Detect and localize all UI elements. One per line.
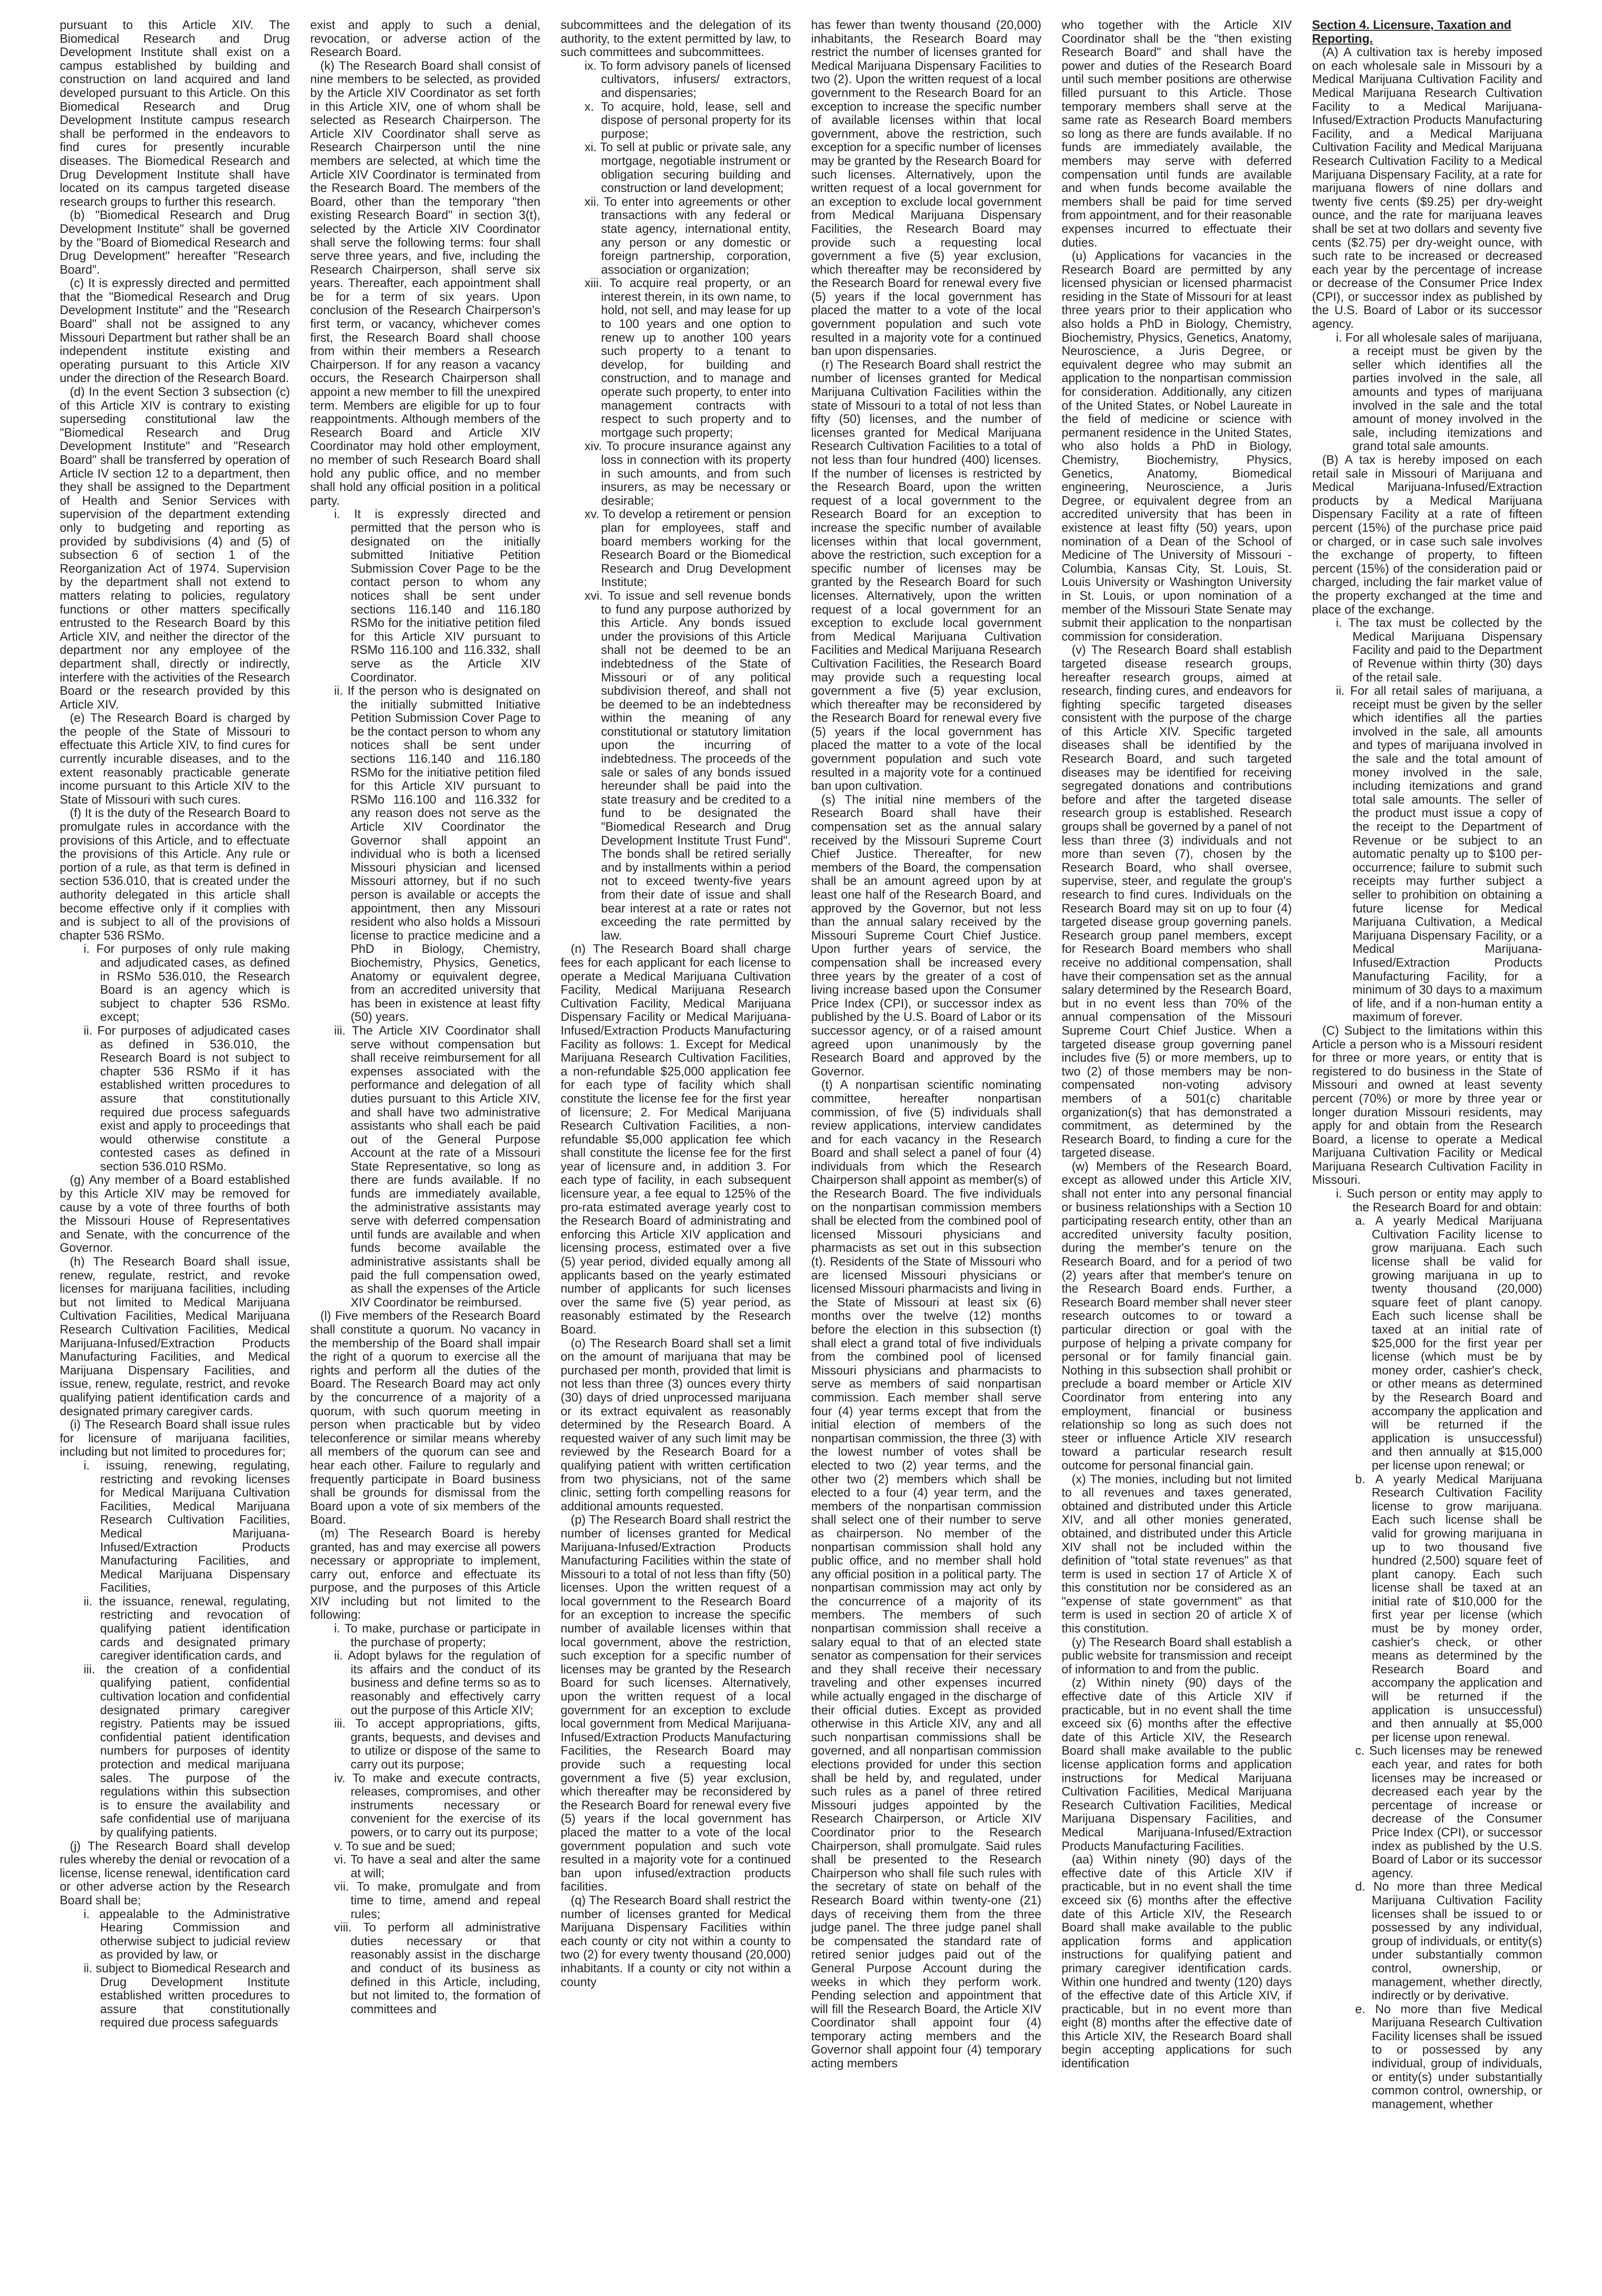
paragraph: (A) A cultivation tax is hereby imposed on each wholesale sale in Missouri by a Medical Marijuana Cultivation Facility and Medical Marijuana Research Cultivation Facility to a Medical Marijuana-Infused/Extraction Products Manufacturing Facility, and a Medical Marijuana Cultivation Facility and Medical Marijuana Research Cultivation Facility to a Medical Marijuana Dispensary Facility, at a rate for marijuana flowers of nine dollars and twenty five cents ($9.25) per dry-weight ounce, and the rate for marijuana leaves shall be set at two dollars and seventy five cents ($2.75) per dry-weight ounce, with such rate to be increased or decreased each year by the percentage of increase or decrease of the Consumer Price Index (CPI), or successor index as published by the U.S. Board of Labor or its successor agency.	[1312, 45, 1542, 331]
paragraph: iii. The Article XIV Coordinator shall serve without compensation but shall receive reimbursement for all expenses associated with the performance and delegation of all duties pursuant to this Article XIV, and shall have two administrative assistants who shall each be paid out of the General Purpose Account at the rate of a Missouri State Representative, so long as there are funds available. If no funds are immediately available, the administrative assistants may serve with deferred compensation until funds are available and when funds become available the administrative assistants shall be paid the full compensation owed, as shall the expenses of the Article XIV Coordinator be reimbursed.	[334, 1023, 541, 1309]
paragraph: xiv. To procure insurance against any loss in connection with its property in such amounts, and from such insurers, as may be necessary or desirable;	[584, 439, 791, 507]
column-6	[1312, 18, 1542, 2296]
paragraph: vii. To make, promulgate and from time to time, amend and repeal rules;	[334, 1880, 541, 1921]
column-5	[1061, 18, 1292, 2296]
paragraph: (e) The Research Board is charged by the people of the State of Missouri to effectuate this Article XIV, to find cures for currently incurable diseases, and to the extent reasonably practicable generate income pursuant to this Article XIV to the State of Missouri with such cures.	[60, 711, 290, 806]
paragraph: (c) It is expressly directed and permitted that the "Biomedical Research and Drug Development Institute" and the "Research Board" shall not be assigned to any Missouri Department but rather shall be an independent institute existing and operating pursuant to this Article XIV under the direction of the Research Board.	[60, 276, 290, 385]
paragraph: iii. To accept appropriations, gifts, grants, bequests, and devises and to utilize or dispose of the same to carry out its purpose;	[334, 1716, 541, 1771]
paragraph: i. Such person or entity may apply to the Research Board for and obtain:	[1336, 1187, 1542, 1214]
column-3	[561, 18, 791, 2296]
paragraph: i. The tax must be collected by the Medical Marijuana Dispensary Facility and paid to the Department of Revenue within thirty (30) days of the retail sale.	[1336, 616, 1542, 684]
paragraph: i. To make, purchase or participate in the purchase of property;	[334, 1621, 541, 1649]
paragraph: (z) Within ninety (90) days of the effective date of this Article XIV if practicable, but in no event shall the time exceed six (6) months after the effective date of this Article XIV, the Research Board shall make available to the public license application forms and application instructions for Medical Marijuana Cultivation Facilities, Medical Marijuana Research Cultivation Facilities, Medical Marijuana Dispensary Facilities, and Medical Marijuana-Infused/Extraction Products Manufacturing Facilities.	[1061, 1676, 1292, 1853]
section-heading: Section 4. Licensure, Taxation and Reporting.	[1312, 18, 1512, 45]
paragraph: (t) A nonpartisan scientific nominating committee, hereafter nonpartisan commission, of five (5) individuals shall review applications, interview candidates and for each vacancy in the Research Board and shall select a panel of four (4) individuals from which the Research Chairperson shall appoint as member(s) of the Research Board. The five individuals on the nonpartisan commission members shall be elected from the combined pool of licensed Missouri physicians and pharmacists as set out in this subsection (t). Residents of the State of Missouri who are licensed Missouri physicians or licensed Missouri pharmacists and living in the State of Missouri at least six (6) months over the twelve (12) months before the election in this subsection (t) shall elect a grand total of five individuals from the combined pool of licensed Missouri physicians and pharmacists to serve as members of said nonpartisan commission. Each member shall serve four (4) year terms except that from the initial election of members of the nonpartisan commission, the three (3) with the lowest number of votes shall be elected to two (2) year terms, and the other two (2) members which shall be elected to a four (4) year term, and the members of the nonpartisan commission shall select one of their number to serve as chairperson. No member of the nonpartisan commission shall hold any public office, and no member shall hold any official position in a political party. The nonpartisan commission may act only by the concurrence of a majority of its members. The members of such nonpartisan commission shall receive a salary equal to that of an elected state senator as compensation for their services and they shall receive their necessary traveling and other expenses incurred while actually engaged in the discharge of their official duties. Except as provided otherwise in this Article XIV, any and all such nonpartisan commissions shall be governed, and all nonpartisan commission elections provided for under this section shall be held by, and regulated, under such rules as a panel of three retired Missouri judges appointed by the Research Chairperson, or Article XIV Coordinator prior to the Research Chairperson, shall promulgate. Said rules shall be presented to the Research Chairperson who shall file such rules with the secretary of state on behalf of the Research Board within twenty-one (21) days of receiving them from the three judge panel. The three judge panel shall be compensated the standard rate of retired senior judges paid out of the General Purpose Account during the weeks in which they perform work. Pending selection and appointment that will fill the Research Board, the Article XIV Coordinator shall appoint four (4) temporary acting members and the Governor shall appoint four (4) temporary acting members	[811, 1078, 1042, 2071]
paragraph: (g) Any member of a Board established by this Article XIV may be removed for cause by a vote of three fourths of both the Missouri House of Representatives and Senate, with the concurrence of the Governor.	[60, 1173, 290, 1255]
paragraph: (u) Applications for vacancies in the Research Board are permitted by any licensed physician or licensed pharmacist residing in the State of Missouri for at least three years prior to their application who also holds a PhD in Biology, Chemistry, Biochemistry, Physics, Genetics, Anatomy, Neuroscience, a Juris Degree, or equivalent degree who may submit an application to the nonpartisan commission for consideration. Additionally, any citizen of the United States, or Nobel Laureate in the field of medicine or science with permanent residence in the United States, who also holds a PhD in Biology, Chemistry, Biochemistry, Physics, Genetics, Anatomy, Biomedical engineering, Neuroscience, a Juris Degree, or equivalent degree from an accredited university that has been in existence at least fifty (50) years, upon nomination of a Dean of the School of Medicine of The University of Missouri - Columbia, Kansas City, St. Louis, St. Louis University or Washington University in St. Louis, or upon nomination of a member of the Missouri State Senate may submit their application to the nonpartisan commission for consideration.	[1061, 249, 1292, 643]
paragraph: pursuant to this Article XIV. The Biomedical Research and Drug Development Institute shall exist on a campus established by building and construction on land acquired and land developed pursuant to this Article. On this Biomedical Research and Drug Development Institute campus research shall be performed in the endeavors to find cures for presently incurable diseases. The Biomedical Research and Drug Development Institute shall have located on its campus targeted disease research groups to further this research.	[60, 18, 290, 208]
paragraph: vi. To have a seal and alter the same at will;	[334, 1852, 541, 1880]
paragraph: d. No more than three Medical Marijuana Cultivation Facility licenses shall be issued to or possessed by any individual, group of individuals, or entity(s) under substantially common control, ownership, or management, whether directly, indirectly or by derivative.	[1355, 1880, 1542, 2003]
paragraph: (n) The Research Board shall charge fees for each applicant for each license to operate a Medical Marijuana Cultivation Facility, Medical Marijuana Research Cultivation Facility, Medical Marijuana Dispensary Facility or Medical Marijuana-Infused/Extraction Products Manufacturing Facility as follows: 1. Except for Medical Marijuana Research Cultivation Facilities, a non-refundable $25,000 application fee for each type of facility which shall constitute the license fee for the first year of licensure; 2. For Medical Marijuana Research Cultivation Facilities, a non-refundable $5,000 application fee which shall constitute the license fee for the first year of licensure and, in addition 3. For each type of facility, in each subsequent licensure year, a fee equal to 125% of the pro-rata estimated average yearly cost to the Research Board of administrating and enforcing this Article XIV application and licensing process, estimated over a five (5) year period, divided equally among all applicants based on the yearly estimated number of applicants for such licenses over the same five (5) year period, as reasonably estimated by the Research Board.	[560, 942, 791, 1336]
paragraph: (v) The Research Board shall establish targeted disease research groups, hereafter research groups, aimed at research, finding cures, and endeavors for fighting specific targeted diseases consistent with the purpose of the charge of this Article XIV. Specific targeted diseases shall be identified by the Research Board, and such targeted diseases may be identified for receiving segregated donations and contributions before and after the targeted disease research group is established. Research groups shall be governed by a panel of not less than three (3) individuals and not more than seven (7), chosen by the Research Board, who shall oversee, supervise, steer, and regulate the group's research to find cures. Individuals on the Research Board may sit on up to four (4) targeted disease group governing panels. Research group panel members, except for Research Board members who shall receive no additional compensation, shall have their compensation set as the annual salary determined by the Research Board, but in no event less than 70% of the annual compensation of the Missouri Supreme Court Chief Justice. When a targeted disease group governing panel includes five (5) or more members, up to two (2) of those members may be non-compensated non-voting advisory members of a 501(c) charitable organization(s) that has demonstrated a commitment, as determined by the Research Board, to finding a cure for the targeted disease.	[1061, 643, 1292, 1160]
paragraph: (B) A tax is hereby imposed on each retail sale in Missouri of Marijuana and Medical Marijuana-Infused/Extraction products by a Medical Marijuana Dispensary Facility at a rate of fifteen percent (15%) of the purchase price paid or charged, or in case such sale involves the exchange of property, to fifteen percent (15%) of the consideration paid or charged, including the fair market value of the property exchanged at the time and place of the exchange.	[1312, 453, 1542, 616]
paragraph: (r) The Research Board shall restrict the number of licenses granted for Medical Marijuana Cultivation Facilities within the state of Missouri to a total of not less than fifty (50) licenses, and the number of licenses granted for Medical Marijuana Research Cultivation Facilities to a total of not less than four hundred (400) licenses. If the number of licenses is restricted by the Research Board, upon the written request of a local government to the Research Board for an exception to increase the specific number of available licenses within that local government, above the restriction, such exception for a specific number of licenses may be granted by the Research Board for such licenses. Alternatively, upon the written request of a local government for an exception to exclude local government from Medical Marijuana Cultivation Facilities and Medical Marijuana Research Cultivation Facilities, the Research Board may provide such a requesting local government a five (5) year exclusion, which thereafter may be reconsidered by the Research Board for renewal every five (5) years if the local government has placed the matter to a vote of the local government population and such vote resulted in a majority vote for a continued ban upon cultivation.	[811, 357, 1042, 793]
paragraph: subcommittees and the delegation of its authority, to the extent permitted by law, to such committees and subcommittees.	[560, 18, 791, 59]
paragraph: i. For all wholesale sales of marijuana, a receipt must be given by the seller which identifies all the parties involved in the sale, all amounts and types of marijuana involved in the sale and the total amount of money involved in the sale, including itemizations and grand total sale amounts.	[1336, 330, 1542, 453]
paragraph: (p) The Research Board shall restrict the number of licenses granted for Medical Marijuana-Infused/Extraction Products Manufacturing Facilities within the state of Missouri to a total of not less than fifty (50) licenses. Upon the written request of a local government to the Research Board for an exception to increase the specific number of available licenses within that local government, above the restriction, such exception for a specific number of licenses may be granted by the Research Board for such licenses. Alternatively, upon the written request of a local government for an exception to exclude local government from Medical Marijuana-Infused/Extraction Products Manufacturing Facilities, the Research Board may provide such a requesting local government a five (5) year exclusion, which thereafter may be reconsidered by the Research Board for renewal every five (5) years if the local government has placed the matter to a vote of the local government population and such vote resulted in a majority vote for a continued ban upon infused/extraction products facilities.	[560, 1513, 791, 1894]
paragraph: viii. To perform all administrative duties necessary or that reasonably assist in the discharge and conduct of its business as defined in this Article, including, but not limited to, the formation of committees and	[334, 1920, 541, 2016]
paragraph: xiii. To acquire real property, or an interest therein, in its own name, to hold, not sell, and may lease for up to 100 years and one option to renew up to another 100 years such property to a tenant to develop, for building and construction, and to manage and operate such property, to enter into management contracts with respect to such property and to mortgage such property;	[584, 276, 791, 439]
paragraph: ii. subject to Biomedical Research and Drug Development Institute established written procedures to assure that constitutionally required due process safeguards	[84, 1961, 290, 2030]
paragraph: a. A yearly Medical Marijuana Cultivation Facility license to grow marijuana. Each such license shall be valid for growing marijuana in up to twenty thousand (20,000) square feet of plant canopy. Each such license shall be taxed at an initial rate of $25,000 for the first year per license (which must be by money order, cashier's check, or other means as determined by the Research Board and accompany the application and will be returned if the application is unsuccessful) and then annually at $15,000 per license upon renewal; or	[1355, 1214, 1542, 1472]
paragraph: v. To sue and be sued;	[334, 1839, 456, 1853]
paragraph: (aa) Within ninety (90) days of the effective date of this Article XIV if practicable, but in no event shall the time exceed six (6) months after the effective date of this Article XIV, the Research Board shall make available to the public application forms and application instructions for qualifying patient and primary caregiver identification cards. Within one hundred and twenty (120) days of the effective date of this Article XIV, if practicable, but in no event more than eight (8) months after the effective date of this Article XIV, the Research Board shall begin accepting applications for such identification	[1061, 1852, 1292, 2071]
paragraph: ii. For all retail sales of marijuana, a receipt must be given by the seller which identifies all the parties involved in the sale, all amounts and types of marijuana involved in the sale and the total amount of money involved in the sale, including itemizations and grand total sale amounts. The seller of the product must issue a copy of the receipt to the Department of Revenue or be subject to an automatic penalty up to $100 per-occurrence; failure to submit such receipts may further subject a seller to prohibition on obtaining a future license for Medical Marijuana Cultivation, a Medical Marijuana Dispensary Facility, or a Medical Marijuana-Infused/Extraction Products Manufacturing Facility, for a minimum of 30 days to a maximum of life, and if a non-human entity a maximum of forever.	[1336, 684, 1542, 1024]
paragraph: ii. For purposes of adjudicated cases as defined in 536.010, the Research Board is not subject to chapter 536 RSMo if it has established written procedures to assure that constitutionally required due process safeguards exist and apply to proceedings that would otherwise constitute a contested cases as defined in section 536.010 RSMo.	[84, 1023, 290, 1173]
paragraph: b. A yearly Medical Marijuana Research Cultivation Facility license to grow marijuana. Each such license shall be valid for growing marijuana in up to two thousand five hundred (2,500) square feet of plant canopy. Each such license shall be taxed at an initial rate of $10,000 for the first year per license (which must be by money order, cashier's check, or other means as determined by the Research Board and accompany the application and will be returned if the application is unsuccessful) and then annually at $5,000 per license upon renewal.	[1355, 1472, 1542, 1744]
paragraph: ix. To form advisory panels of licensed cultivators, infusers/ extractors, and dispensaries;	[584, 58, 791, 100]
paragraph: xii. To enter into agreements or other transactions with any federal or state agency, international entity, any person or any domestic or foreign partnership, corporation, association or organization;	[584, 194, 791, 276]
paragraph: iii. the creation of a confidential qualifying patient, confidential cultivation location and confidential designated primary caregiver registry. Patients may be issued confidential patient identification numbers for purposes of identity protection and medical marijuana sales. The purpose of the regulations within this subsection is to ensure the availability and safe confidential use of marijuana by qualifying patients.	[84, 1662, 290, 1839]
paragraph: ii. If the person who is designated on the initially submitted Initiative Petition Submission Cover Page to be the contact person to whom any notices shall be sent under sections 116.140 and 116.180 RSMo for the initiative petition filed for this Article XIV pursuant to RSMo 116.100 and 116.332 for any reason does not serve as the Article XIV Coordinator the Governor shall appoint an individual who is both a licensed Missouri physician and licensed Missouri attorney, but if no such person is available or accepts the appointment, then any Missouri resident who also holds a Missouri license to practice medicine and a PhD in Biology, Chemistry, Biochemistry, Physics, Genetics, Anatomy or equivalent degree, from an accredited university that has been in existence at least fifty (50) years.	[334, 684, 541, 1024]
paragraph: (b) "Biomedical Research and Drug Development Institute" shall be governed by the "Board of Biomedical Research and Drug Development" hereafter "Research Board".	[60, 208, 290, 276]
paragraph: x. To acquire, hold, lease, sell and dispose of personal property for its purpose;	[584, 99, 791, 141]
paragraph: iv. To make and execute contracts, releases, compromises, and other instruments necessary or convenient for the exercise of its powers, or to carry out its purpose;	[334, 1771, 541, 1839]
paragraph: (h) The Research Board shall issue, renew, regulate, restrict, and revoke licenses for marijuana facilities, including but not limited to Medical Marijuana Cultivation Facilities, Medical Marijuana Research Cultivation Facilities, Medical Marijuana-Infused/Extraction Products Manufacturing Facilities, and Medical Marijuana Dispensary Facilities, and issue, renew, regulate, restrict, and revoke qualifying patient identification cards and designated primary caregiver cards.	[60, 1255, 290, 1418]
column-4	[811, 18, 1041, 2296]
paragraph: (q) The Research Board shall restrict the number of licenses granted for Medical Marijuana Dispensary Facilities within each county or city not within a county to two (2) for every twenty thousand (20,000) inhabitants. If a county or city not within a county	[560, 1893, 791, 1989]
paragraph: (l) Five members of the Research Board shall constitute a quorum. No vacancy in the membership of the Board shall impair the right of a quorum to exercise all the rights and perform all the duties of the Board. The Research Board may act only by the concurrence of a majority of a quorum, with such quorum meeting in person when practicable but by video teleconference or similar means whereby all members of the quorum can see and hear each other. Failure to regularly and frequently participate in Board business shall be grounds for dismissal from the Board upon a vote of six members of the Board.	[310, 1309, 541, 1527]
paragraph: who together with the Article XIV Coordinator shall be the "then existing Research Board" and shall have the power and duties of the Research Board until such member positions are otherwise filled pursuant to this Article. Those temporary members shall serve at the same rate as Research Board members so long as there are funds available. If no funds are immediately available, the members may serve with deferred compensation until funds are available and when funds become available the members shall be paid for time served from appointment, and for their reasonable expenses incurred to effectuate their duties.	[1061, 18, 1292, 249]
paragraph: (d) In the event Section 3 subsection (c) of this Article XIV is contrary to existing superseding constitutional law the "Biomedical Research and Drug Development Institute" and "Research Board" shall be transferred by operation of Article IV section 12 to a department, then they shall be assigned to the Department of Health and Senior Services with supervision of the department extending only to budgeting and reporting as provided by subdivisions (4) and (5) of subsection 6 of section 1 of the Reorganization Act of 1974. Supervision by the department shall not extend to matters relating to policies, regulatory functions or other matters specifically entrusted to the Research Board by this Article XIV, and neither the director of the department nor any employee of the department shall, directly or indirectly, interfere with the activities of the Research Board or the research provided by this Article XIV.	[60, 385, 290, 711]
column-2	[310, 18, 540, 2296]
paragraph: (s) The initial nine members of the Research Board shall have their compensation set as the annual salary received by the Missouri Supreme Court Chief Justice. Thereafter, for new members of the Board, the compensation shall be an amount agreed upon by at least one half of the Research Board, and approved by the Governor, but not less than the annual salary received by the Missouri Supreme Court Chief Justice. Upon further years of service, the compensation shall be increased every three years by the greater of a cost of living increase based upon the Consumer Price Index (CPI), or successor index as published by the U.S. Board of Labor or its successor agency, or of a raised amount agreed upon unanimously by the Research Board and approved by the Governor.	[811, 792, 1042, 1078]
paragraph: i. appealable to the Administrative Hearing Commission and otherwise subject to judicial review as provided by law, or	[84, 1907, 290, 1962]
paragraph: exist and apply to such a denial, revocation, or adverse action of the Research Board.	[310, 18, 541, 59]
paragraph: e. No more than five Medical Marijuana Research Cultivation Facility licenses shall be issued to or possessed by any individual, group of individuals, or entity(s) under substantially common control, ownership, or management, whether	[1355, 2002, 1542, 2111]
paragraph: ii. Adopt bylaws for the regulation of its affairs and the conduct of its business and define terms so as to reasonably and effectively carry out the purpose of this Article XIV;	[334, 1649, 541, 1717]
paragraph: xvi. To issue and sell revenue bonds to fund any purpose authorized by this Article. Any bonds issued under the provisions of this Article shall not be deemed to be an indebtedness of the State of Missouri or of any political subdivision thereof, and shall not be deemed to be an indebtedness within the meaning of any constitutional or statutory limitation upon the incurring of indebtedness. The proceeds of the sale or sales of any bonds issued hereunder shall be paid into the state treasury and be credited to a fund to be designated the "Biomedical Research and Drug Development Institute Trust Fund". The bonds shall be retired serially and by installments within a period not to exceed twenty-five years from their date of issue and shall bear interest at a rate or rates not exceeding the rate permitted by law.	[584, 588, 791, 942]
paragraph: ii. the issuance, renewal, regulating, restricting and revocation of qualifying patient identification cards and designated primary caregiver identification cards, and	[84, 1594, 290, 1663]
paragraph: (f) It is the duty of the Research Board to promulgate rules in accordance with the provisions of this Article, and to effectuate the provisions of this Article. Any rule or portion of a rule, as that term is defined in section 536.010, that is created under the authority delegated in this article shall become effective only if it complies with and is subject to all of the provisions of chapter 536 RSMo.	[60, 806, 290, 942]
text-columns	[60, 18, 1542, 2296]
paragraph: i. issuing, renewing, regulating, restricting and revoking licenses for Medical Marijuana Cultivation Facilities, Medical Marijuana Research Cultivation Facilities, Medical Marijuana-Infused/Extraction Products Manufacturing Facilities, and Medical Marijuana Dispensary Facilities,	[84, 1458, 290, 1595]
paragraph: i. For purposes of only rule making and adjudicated cases, as defined in RSMo 536.010, the Research Board is an agency which is subject to chapter 536 RSMo. except;	[84, 942, 290, 1024]
paragraph: c. Such licenses may be renewed each year, and rates for both licenses may be increased or decreased each year by the percentage of increase or decrease of the Consumer Price Index (CPI), or successor index as published by the U.S. Board of Labor or its successor agency.	[1355, 1744, 1542, 1880]
paragraph: (i) The Research Board shall issue rules for licensure of marijuana facilities, including but not limited to procedures for;	[60, 1418, 290, 1459]
paragraph: (x) The monies, including but not limited to all revenues and taxes generated, obtained and distributed under this Article XIV, and all other monies generated, obtained, and distributed under this Article XIV shall not be included within the definition of "total state revenues" as that term is used in section 17 of Article X of this constitution nor be considered as an "expense of state government" as that term is used in section 20 of article X of this constitution.	[1061, 1472, 1292, 1636]
paragraph: (w) Members of the Research Board, except as allowed under this Article XIV, shall not enter into any personal financial or business relationships with a Section 10 participating research entity, other than an accredited university faculty position, during the member's tenure on the Research Board, and for a period of two (2) years after that member's tenure on the Research Board ends. Further, a Research Board member shall never steer research outcomes to or toward a particular direction or goal with the purpose of helping a private company for personal or for family financial gain. Nothing in this subsection shall prohibit or preclude a board member or Article XIV Coordinator from entering into any employment, financial or business relationship so long as such does not steer or influence Article XIV research toward a particular research result outcome for personal financial gain.	[1061, 1159, 1292, 1472]
paragraph: (o) The Research Board shall set a limit on the amount of marijuana that may be purchased per month, provided that limit is not less than three (3) ounces every thirty (30) days of dried unprocessed marijuana or its extract equivalent as reasonably determined by the Research Board. A requested waiver of any such limit may be reviewed by the Research Board for a qualifying patient with written certification from two physicians, not of the same clinic, setting forth compelling reasons for additional amounts requested.	[560, 1336, 791, 1513]
paragraph: (m) The Research Board is hereby granted, has and may exercise all powers necessary or appropriate to implement, carry out, enforce and effectuate its purpose, and the purposes of this Article XIV including but not limited to the following:	[310, 1526, 541, 1622]
paragraph: xi. To sell at public or private sale, any mortgage, negotiable instrument or obligation securing building and construction or land development;	[584, 140, 791, 195]
paragraph: (k) The Research Board shall consist of nine members to be selected, as provided by the Article XIV Coordinator as set forth in this Article XIV, one of whom shall be selected as Research Chairperson. The Article XIV Coordinator shall serve as Research Chairperson until the nine members are selected, at which time the Article XIV Coordinator is terminated from the Research Board. The members of the Board, other than the temporary "then existing Research Board" in section 3(t), selected by the Article XIV Coordinator shall serve the following terms: four shall serve three years, and five, including the Research Chairperson, shall serve six years. Thereafter, each appointment shall be for a term of six years. Upon conclusion of the Research Chairperson's first term, or vacancy, whichever comes first, the Research Board shall choose from within their members a Research Chairperson. If for any reason a vacancy occurs, the Research Chairperson shall appoint a new member to fill the unexpired term. Members are eligible for up to four reappointments. Although members of the Research Board and Article XIV Coordinator may hold other employment, no member of such Research Board shall hold any public office, and no member shall hold any official position in a political party.	[310, 58, 541, 507]
column-1	[60, 18, 290, 2296]
paragraph: has fewer than twenty thousand (20,000) inhabitants, the Research Board may restrict the number of licenses granted for Medical Marijuana Dispensary Facilities to two (2). Upon the written request of a local government to the Research Board for an exception to increase the specific number of available licenses within that local government, above the restriction, such exception for a specific number of licenses may be granted by the Research Board for such licenses. Alternatively, upon the written request of a local government for an exception to exclude local government from Medical Marijuana Dispensary Facilities, the Research Board may provide such a requesting local government a five (5) year exclusion, which thereafter may be reconsidered by the Research Board for renewal every five (5) years if the local government has placed the matter to a vote of the local government population and such vote resulted in a majority vote for a continued ban upon dispensaries.	[811, 18, 1042, 358]
paragraph: xv. To develop a retirement or pension plan for employees, staff and board members working for the Research Board or the Biomedical Research and Drug Development Institute;	[584, 507, 791, 589]
paragraph: i. It is expressly directed and permitted that the person who is designated on the initially submitted Initiative Petition Submission Cover Page to be the contact person to whom any notices shall be sent under sections 116.140 and 116.180 RSMo for the initiative petition filed for this Article XIV pursuant to RSMo 116.100 and 116.332, shall serve as the Article XIV Coordinator.	[334, 507, 541, 684]
paragraph: (j) The Research Board shall develop rules whereby the denial or revocation of a license, license renewal, identification card or other adverse action by the Research Board shall be;	[60, 1839, 290, 1907]
paragraph: (y) The Research Board shall establish a public website for transmission and receipt of information to and from the public.	[1061, 1635, 1292, 1676]
paragraph: (C) Subject to the limitations within this Article a person who is a Missouri resident for three or more years, or entity that is registered to do business in the State of Missouri and owned at least seventy percent (70%) or more by three year or longer duration Missouri residents, may apply for and obtain from the Research Board, a license to operate a Medical Marijuana Cultivation Facility or Medical Marijuana Research Cultivation Facility in Missouri.	[1312, 1023, 1542, 1187]
